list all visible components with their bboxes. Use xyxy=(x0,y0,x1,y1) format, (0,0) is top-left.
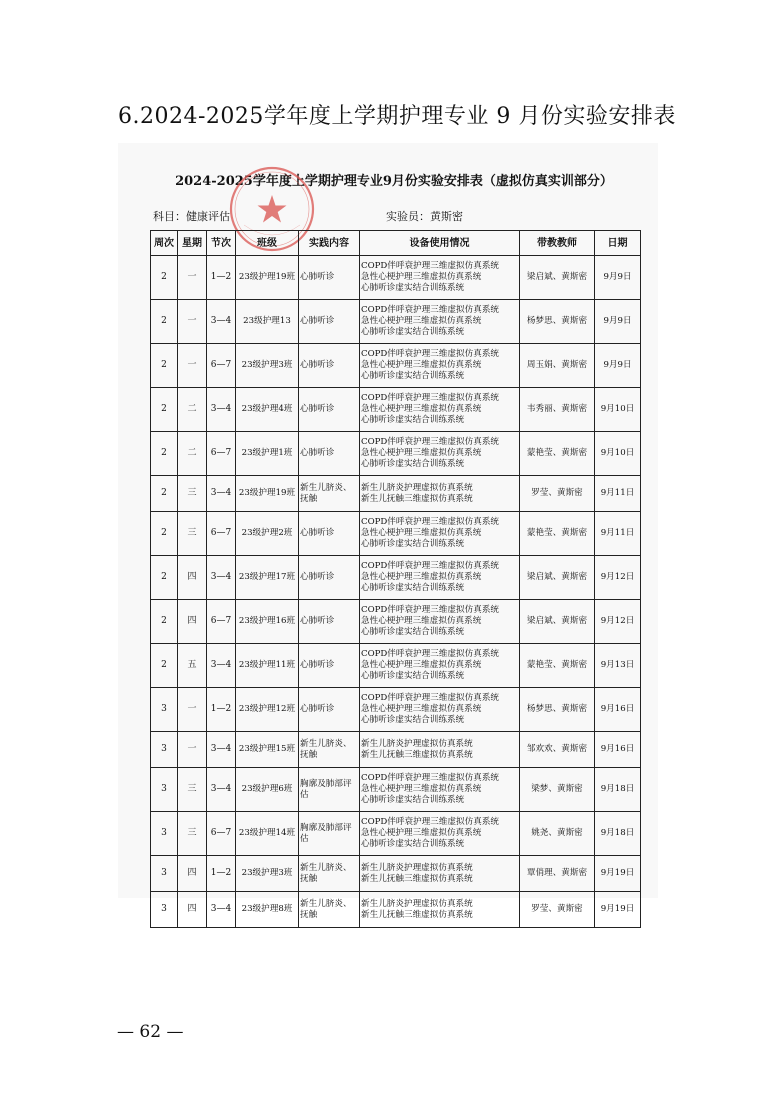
cell-teacher: 梁启斌、黄斯密 xyxy=(520,556,595,600)
cell-equipment xyxy=(360,512,520,556)
cell-class: 23级护理17班 xyxy=(236,556,299,600)
cell-equipment xyxy=(360,644,520,688)
equipment-line: 心肺听诊虚实结合训练系统 xyxy=(361,327,465,337)
cell-date: 9月11日 xyxy=(595,512,641,556)
cell-equipment xyxy=(360,688,520,732)
cell-teacher: 覃俏理、黄斯密 xyxy=(520,856,595,892)
cell-teacher: 杨梦思、黄斯密 xyxy=(520,688,595,732)
equipment-line: COPD伴呼衰护理三维虚拟仿真系统 xyxy=(361,305,500,315)
equipment-line: 急性心梗护理三维虚拟仿真系统 xyxy=(361,360,482,370)
header-class: 班级 xyxy=(236,231,299,256)
cell-teacher: 梁梦、黄斯密 xyxy=(520,768,595,812)
cell-period: 6—7 xyxy=(207,344,236,388)
equipment-line: COPD伴呼衰护理三维虚拟仿真系统 xyxy=(361,517,500,527)
header-date: 日期 xyxy=(595,231,641,256)
equipment-line: COPD伴呼衰护理三维虚拟仿真系统 xyxy=(361,261,500,271)
cell-date: 9月9日 xyxy=(595,256,641,300)
cell-day: 三 xyxy=(178,812,207,856)
table-row xyxy=(151,688,641,732)
lab-staff-label: 实验员：黄斯密 xyxy=(386,210,463,223)
cell-day: 二 xyxy=(178,388,207,432)
header-content: 实践内容 xyxy=(299,231,360,256)
equipment-line: 急性心梗护理三维虚拟仿真系统 xyxy=(361,528,482,538)
cell-teacher: 韦秀丽、黄斯密 xyxy=(520,388,595,432)
cell-day: 四 xyxy=(178,856,207,892)
cell-equipment xyxy=(360,300,520,344)
table-row xyxy=(151,432,641,476)
equipment-line: 急性心梗护理三维虚拟仿真系统 xyxy=(361,448,482,458)
equipment-line: 心肺听诊虚实结合训练系统 xyxy=(361,795,465,805)
cell-date: 9月16日 xyxy=(595,688,641,732)
cell-period: 3—4 xyxy=(207,556,236,600)
cell-week: 3 xyxy=(151,768,178,812)
subject-label: 科目：健康评估 xyxy=(153,210,230,223)
cell-day: 三 xyxy=(178,768,207,812)
table-row xyxy=(151,556,641,600)
equipment-line: 心肺听诊虚实结合训练系统 xyxy=(361,715,465,725)
cell-equipment xyxy=(360,768,520,812)
equipment-line: COPD伴呼衰护理三维虚拟仿真系统 xyxy=(361,693,500,703)
cell-class: 23级护理19班 xyxy=(236,256,299,300)
equipment-line: 心肺听诊虚实结合训练系统 xyxy=(361,627,465,637)
cell-day: 一 xyxy=(178,256,207,300)
cell-day: 二 xyxy=(178,432,207,476)
table-row xyxy=(151,812,641,856)
table-row xyxy=(151,856,641,892)
header-period: 节次 xyxy=(207,231,236,256)
header-day: 星期 xyxy=(178,231,207,256)
table-row xyxy=(151,768,641,812)
cell-content: 心肺听诊 xyxy=(299,300,360,344)
cell-week: 2 xyxy=(151,556,178,600)
cell-class: 23级护理12班 xyxy=(236,688,299,732)
equipment-line: 新生儿脐炎护理虚拟仿真系统 xyxy=(361,738,473,749)
cell-week: 3 xyxy=(151,812,178,856)
cell-day: 三 xyxy=(178,512,207,556)
cell-date: 9月12日 xyxy=(595,600,641,644)
cell-date: 9月16日 xyxy=(595,732,641,768)
equipment-line: 急性心梗护理三维虚拟仿真系统 xyxy=(361,272,482,282)
table-row xyxy=(151,388,641,432)
cell-equipment xyxy=(360,892,520,928)
equipment-line: 急性心梗护理三维虚拟仿真系统 xyxy=(361,660,482,670)
cell-date: 9月10日 xyxy=(595,432,641,476)
cell-week: 3 xyxy=(151,892,178,928)
cell-period: 3—4 xyxy=(207,300,236,344)
cell-day: 四 xyxy=(178,600,207,644)
cell-week: 2 xyxy=(151,432,178,476)
cell-period: 3—4 xyxy=(207,768,236,812)
equipment-line: 新生儿脐炎护理虚拟仿真系统 xyxy=(361,898,473,909)
cell-class: 23级护理15班 xyxy=(236,732,299,768)
cell-equipment xyxy=(360,388,520,432)
cell-day: 四 xyxy=(178,556,207,600)
equipment-line: 心肺听诊虚实结合训练系统 xyxy=(361,583,465,593)
cell-class: 23级护理4班 xyxy=(236,388,299,432)
cell-period: 3—4 xyxy=(207,476,236,512)
equipment-line: 新生儿抚触三维虚拟仿真系统 xyxy=(361,493,473,504)
cell-period: 6—7 xyxy=(207,600,236,644)
document-title: 2024-2025学年度上学期护理专业9月份实验安排表（虚拟仿真实训部分） xyxy=(175,174,613,189)
equipment-line: COPD伴呼衰护理三维虚拟仿真系统 xyxy=(361,649,500,659)
table-row xyxy=(151,732,641,768)
cell-equipment xyxy=(360,432,520,476)
cell-class: 23级护理3班 xyxy=(236,344,299,388)
cell-date: 9月9日 xyxy=(595,300,641,344)
equipment-line: COPD伴呼衰护理三维虚拟仿真系统 xyxy=(361,393,500,403)
table-row xyxy=(151,892,641,928)
cell-equipment xyxy=(360,256,520,300)
equipment-line: 心肺听诊虚实结合训练系统 xyxy=(361,539,465,549)
cell-day: 一 xyxy=(178,688,207,732)
equipment-line: 急性心梗护理三维虚拟仿真系统 xyxy=(361,572,482,582)
equipment-line: 心肺听诊虚实结合训练系统 xyxy=(361,371,465,381)
cell-class: 23级护理14班 xyxy=(236,812,299,856)
cell-content: 新生儿脐炎、抚触 xyxy=(299,856,360,892)
cell-equipment xyxy=(360,344,520,388)
cell-teacher: 周玉娟、黄斯密 xyxy=(520,344,595,388)
cell-class: 23级护理19班 xyxy=(236,476,299,512)
cell-content: 胸廓及肺部评估 xyxy=(299,812,360,856)
cell-week: 2 xyxy=(151,300,178,344)
cell-week: 3 xyxy=(151,856,178,892)
cell-date: 9月18日 xyxy=(595,812,641,856)
cell-content: 心肺听诊 xyxy=(299,644,360,688)
cell-teacher: 蒙艳莹、黄斯密 xyxy=(520,644,595,688)
page-heading: 6.2024-2025学年度上学期护理专业 9 月份实验安排表 xyxy=(118,104,676,129)
table-row xyxy=(151,512,641,556)
cell-period: 3—4 xyxy=(207,892,236,928)
cell-class: 23级护理11班 xyxy=(236,644,299,688)
cell-content: 新生儿脐炎、抚触 xyxy=(299,476,360,512)
cell-week: 2 xyxy=(151,512,178,556)
equipment-line: 急性心梗护理三维虚拟仿真系统 xyxy=(361,404,482,414)
cell-week: 3 xyxy=(151,732,178,768)
cell-content: 新生儿脐炎、抚触 xyxy=(299,732,360,768)
header-equipment: 设备使用情况 xyxy=(360,231,520,256)
cell-equipment xyxy=(360,812,520,856)
cell-content: 心肺听诊 xyxy=(299,600,360,644)
cell-content: 心肺听诊 xyxy=(299,688,360,732)
equipment-line: COPD伴呼衰护理三维虚拟仿真系统 xyxy=(361,561,500,571)
equipment-line: COPD伴呼衰护理三维虚拟仿真系统 xyxy=(361,605,500,615)
equipment-line: 新生儿抚触三维虚拟仿真系统 xyxy=(361,749,473,760)
cell-date: 9月19日 xyxy=(595,856,641,892)
equipment-line: COPD伴呼衰护理三维虚拟仿真系统 xyxy=(361,817,500,827)
cell-teacher: 邹欢欢、黄斯密 xyxy=(520,732,595,768)
cell-date: 9月9日 xyxy=(595,344,641,388)
cell-class: 23级护理13 xyxy=(236,300,299,344)
header-teacher: 带教教师 xyxy=(520,231,595,256)
cell-teacher: 梁启斌、黄斯密 xyxy=(520,600,595,644)
cell-period: 1—2 xyxy=(207,688,236,732)
equipment-line: 新生儿抚触三维虚拟仿真系统 xyxy=(361,873,473,884)
cell-day: 三 xyxy=(178,476,207,512)
table-row xyxy=(151,344,641,388)
cell-period: 3—4 xyxy=(207,732,236,768)
cell-teacher: 蒙艳莹、黄斯密 xyxy=(520,432,595,476)
cell-equipment xyxy=(360,856,520,892)
cell-teacher: 罗莹、黄斯密 xyxy=(520,476,595,512)
table-row xyxy=(151,600,641,644)
cell-teacher: 梁启斌、黄斯密 xyxy=(520,256,595,300)
cell-equipment xyxy=(360,732,520,768)
equipment-line: 新生儿脐炎护理虚拟仿真系统 xyxy=(361,862,473,873)
equipment-line: 新生儿脐炎护理虚拟仿真系统 xyxy=(361,482,473,493)
equipment-line: 急性心梗护理三维虚拟仿真系统 xyxy=(361,828,482,838)
cell-day: 一 xyxy=(178,300,207,344)
cell-equipment xyxy=(360,556,520,600)
equipment-line: 心肺听诊虚实结合训练系统 xyxy=(361,671,465,681)
equipment-line: 急性心梗护理三维虚拟仿真系统 xyxy=(361,616,482,626)
cell-teacher: 罗莹、黄斯密 xyxy=(520,892,595,928)
cell-teacher: 蒙艳莹、黄斯密 xyxy=(520,512,595,556)
table-row xyxy=(151,644,641,688)
table-row xyxy=(151,300,641,344)
equipment-line: 心肺听诊虚实结合训练系统 xyxy=(361,839,465,849)
cell-content: 新生儿脐炎、抚触 xyxy=(299,892,360,928)
cell-content: 心肺听诊 xyxy=(299,388,360,432)
cell-class: 23级护理8班 xyxy=(236,892,299,928)
cell-teacher: 杨梦思、黄斯密 xyxy=(520,300,595,344)
table-header-row xyxy=(151,231,641,256)
equipment-line: COPD伴呼衰护理三维虚拟仿真系统 xyxy=(361,773,500,783)
cell-date: 9月13日 xyxy=(595,644,641,688)
cell-date: 9月11日 xyxy=(595,476,641,512)
cell-week: 2 xyxy=(151,600,178,644)
cell-week: 2 xyxy=(151,256,178,300)
cell-day: 一 xyxy=(178,344,207,388)
cell-day: 四 xyxy=(178,892,207,928)
equipment-line: 新生儿抚触三维虚拟仿真系统 xyxy=(361,909,473,920)
cell-period: 1—2 xyxy=(207,856,236,892)
cell-period: 3—4 xyxy=(207,388,236,432)
equipment-line: 急性心梗护理三维虚拟仿真系统 xyxy=(361,784,482,794)
cell-class: 23级护理3班 xyxy=(236,856,299,892)
cell-period: 6—7 xyxy=(207,512,236,556)
cell-teacher: 姚尧、黄斯密 xyxy=(520,812,595,856)
equipment-line: COPD伴呼衰护理三维虚拟仿真系统 xyxy=(361,437,500,447)
cell-week: 2 xyxy=(151,476,178,512)
cell-content: 心肺听诊 xyxy=(299,556,360,600)
cell-day: 一 xyxy=(178,732,207,768)
cell-date: 9月10日 xyxy=(595,388,641,432)
cell-content: 心肺听诊 xyxy=(299,256,360,300)
equipment-line: 心肺听诊虚实结合训练系统 xyxy=(361,459,465,469)
cell-equipment xyxy=(360,600,520,644)
equipment-line: 急性心梗护理三维虚拟仿真系统 xyxy=(361,704,482,714)
table-row xyxy=(151,476,641,512)
cell-equipment xyxy=(360,476,520,512)
cell-date: 9月12日 xyxy=(595,556,641,600)
equipment-line: 心肺听诊虚实结合训练系统 xyxy=(361,283,465,293)
cell-class: 23级护理6班 xyxy=(236,768,299,812)
cell-period: 1—2 xyxy=(207,256,236,300)
table-row xyxy=(151,256,641,300)
equipment-line: 急性心梗护理三维虚拟仿真系统 xyxy=(361,316,482,326)
cell-date: 9月18日 xyxy=(595,768,641,812)
cell-content: 心肺听诊 xyxy=(299,432,360,476)
equipment-line: COPD伴呼衰护理三维虚拟仿真系统 xyxy=(361,349,500,359)
cell-class: 23级护理2班 xyxy=(236,512,299,556)
cell-class: 23级护理1班 xyxy=(236,432,299,476)
schedule-table xyxy=(150,230,641,928)
cell-content: 胸廓及肺部评估 xyxy=(299,768,360,812)
cell-week: 2 xyxy=(151,388,178,432)
header-week: 周次 xyxy=(151,231,178,256)
cell-period: 6—7 xyxy=(207,812,236,856)
cell-day: 五 xyxy=(178,644,207,688)
cell-class: 23级护理16班 xyxy=(236,600,299,644)
equipment-line: 心肺听诊虚实结合训练系统 xyxy=(361,415,465,425)
cell-week: 3 xyxy=(151,688,178,732)
cell-period: 3—4 xyxy=(207,644,236,688)
cell-week: 2 xyxy=(151,344,178,388)
cell-date: 9月19日 xyxy=(595,892,641,928)
cell-period: 6—7 xyxy=(207,432,236,476)
page-number: — 62 — xyxy=(117,1022,184,1042)
cell-content: 心肺听诊 xyxy=(299,344,360,388)
cell-week: 2 xyxy=(151,644,178,688)
cell-content: 心肺听诊 xyxy=(299,512,360,556)
